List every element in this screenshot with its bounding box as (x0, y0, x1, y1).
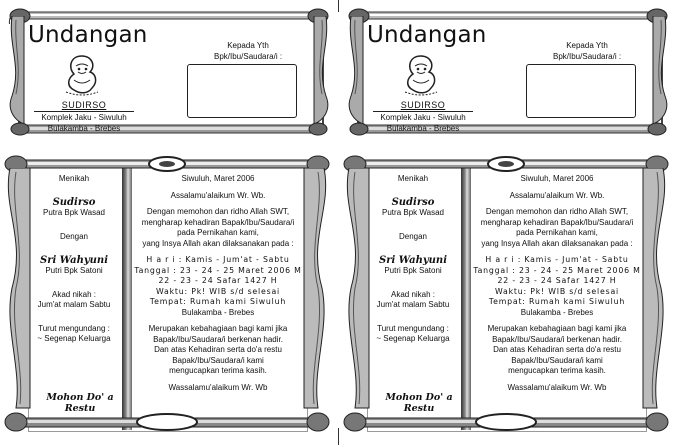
event-place: Tempat: Rumah kami Siwuluh (488, 297, 626, 306)
sender-name: SUDIRSO (400, 100, 446, 110)
akad-label: Akad nikah : (51, 290, 97, 299)
akad-time: Jum'at malam Sabtu (37, 300, 111, 309)
event-day: H a r i : Kamis - Jum'at - Sabtu (146, 255, 290, 264)
restu-text: Mohon Do' a Restu (385, 392, 453, 414)
paragraph2-line4: Bapak/Ibu/Saudara/i kami (172, 355, 264, 365)
salam-open: Assalamu'alaikum Wr. Wb. (509, 190, 605, 200)
couple-logo-icon (401, 52, 441, 98)
paragraph1-line1: Dengan memohon dan ridho Allah SWT, (146, 207, 290, 216)
paragraph1-line1: Dengan memohon dan ridho Allah SWT, (485, 207, 629, 216)
recipient-address-box (187, 64, 297, 118)
event-place-line2: Bulakamba - Brebes (520, 307, 594, 317)
sender-block (373, 100, 473, 134)
dengan-label: Dengan (59, 232, 89, 241)
paragraph2-line2: Bapak/Ibu/Saudara/i berkenan hadir. (153, 334, 283, 344)
card-right-curtain (641, 168, 671, 414)
groom-name: Sudirso (391, 197, 435, 208)
groom-parent: Putra Bpk Wasad (43, 208, 105, 217)
bride-parent: Putri Bpk Satoni (384, 266, 442, 275)
paragraph2-line5: mengucapkan terima kasih. (508, 366, 606, 375)
turut-label: Turut mengundang : (38, 324, 110, 333)
sender-address-line2: Bulakamba - Brebes (386, 124, 460, 133)
paragraph1-line2: mengharap kehadiran Bapak/Ibu/Saudara/i (141, 217, 295, 227)
event-time: Waktu: Pk! WIB s/d selesai (494, 286, 619, 296)
invitation-title: Undangan (367, 22, 487, 48)
right-curtain-ornament (647, 16, 671, 126)
event-date: Tanggal : 23 - 24 - 25 Maret 2006 M (473, 265, 641, 275)
recipient-label: Kepada Yth Bpk/Ibu/Saudara/i : (214, 41, 283, 61)
right-curtain-ornament (308, 16, 332, 126)
left-curtain-ornament (345, 16, 369, 126)
akad-label: Akad nikah : (390, 290, 436, 299)
card-left-column (363, 174, 463, 344)
event-day: H a r i : Kamis - Jum'at - Sabtu (485, 255, 629, 264)
paragraph2-line1: Merupakan kebahagiaan bagi kami jika (148, 324, 288, 333)
restu-text: Mohon Do' a Restu (46, 392, 114, 414)
turut-value: ~ Segenap Keluarga (376, 334, 450, 343)
paragraph2-line2: Bapak/Ibu/Saudara/i berkenan hadir. (492, 334, 622, 344)
menikah-label: Menikah (58, 174, 90, 183)
event-time: Waktu: Pk! WIB s/d selesai (155, 286, 280, 296)
card-top-ornament (2, 154, 332, 176)
event-date-hijri: 22 - 23 - 24 Safar 1427 H (497, 276, 617, 285)
turut-label: Turut mengundang : (377, 324, 449, 333)
akad-time: Jum'at malam Sabtu (376, 300, 450, 309)
sender-block (34, 100, 134, 134)
sender-address-line1: Komplek Jaku - Siwuluh (34, 111, 134, 123)
left-curtain-ornament (6, 16, 30, 126)
invitation-title: Undangan (28, 22, 148, 48)
salam-close: Wassalamu'alaikum Wr. Wb (168, 382, 268, 392)
paragraph1-line4: yang Insya Allah akan dilaksanakan pada : (142, 238, 294, 248)
card-right-curtain (302, 168, 332, 414)
event-date-hijri: 22 - 23 - 24 Safar 1427 H (158, 276, 278, 285)
invitation-card (2, 152, 332, 442)
card-right-column (473, 174, 641, 393)
sender-address-line2: Bulakamba - Brebes (47, 124, 121, 133)
date-place: Siwuluh, Maret 2006 (181, 174, 255, 183)
salam-open: Assalamu'alaikum Wr. Wb. (170, 190, 266, 200)
menikah-label: Menikah (397, 174, 429, 183)
paragraph2-line5: mengucapkan terima kasih. (169, 366, 267, 375)
event-date: Tanggal : 23 - 24 - 25 Maret 2006 M (134, 265, 302, 275)
paragraph1-line4: yang Insya Allah akan dilaksanakan pada : (481, 238, 633, 248)
bride-name: Sri Wahyuni (39, 255, 109, 266)
turut-value: ~ Segenap Keluarga (37, 334, 111, 343)
salam-close: Wassalamu'alaikum Wr. Wb (507, 382, 607, 392)
dengan-label: Dengan (398, 232, 428, 241)
paragraph2-line3: Dan atas Kehadiran serta do'a restu (154, 345, 282, 354)
couple-logo-icon (62, 52, 102, 98)
card-left-column (24, 174, 124, 344)
paragraph2-line1: Merupakan kebahagiaan bagi kami jika (487, 324, 627, 333)
bride-name: Sri Wahyuni (378, 255, 448, 266)
card-top-ornament (341, 154, 671, 176)
sender-name: SUDIRSO (61, 100, 107, 110)
date-place: Siwuluh, Maret 2006 (520, 174, 594, 183)
paragraph2-line3: Dan atas Kehadiran serta do'a restu (493, 345, 621, 354)
recipient-address-box (526, 64, 636, 118)
event-place-line2: Bulakamba - Brebes (181, 307, 255, 317)
bride-parent: Putri Bpk Satoni (45, 266, 103, 275)
invitation-right (339, 0, 678, 445)
sender-address-line1: Komplek Jaku - Siwuluh (373, 111, 473, 123)
paragraph1-line2: mengharap kehadiran Bapak/Ibu/Saudara/i (480, 217, 634, 227)
recipient-label: Kepada Yth Bpk/Ibu/Saudara/i : (553, 41, 622, 61)
event-place: Tempat: Rumah kami Siwuluh (149, 297, 287, 306)
invitation-card (341, 152, 671, 442)
paragraph1-line3: pada Pernikahan kami, (177, 228, 259, 237)
groom-name: Sudirso (52, 197, 96, 208)
groom-parent: Putra Bpk Wasad (382, 208, 444, 217)
paragraph1-line3: pada Pernikahan kami, (516, 228, 598, 237)
card-right-column (134, 174, 302, 393)
paragraph2-line4: Bapak/Ibu/Saudara/i kami (511, 355, 603, 365)
